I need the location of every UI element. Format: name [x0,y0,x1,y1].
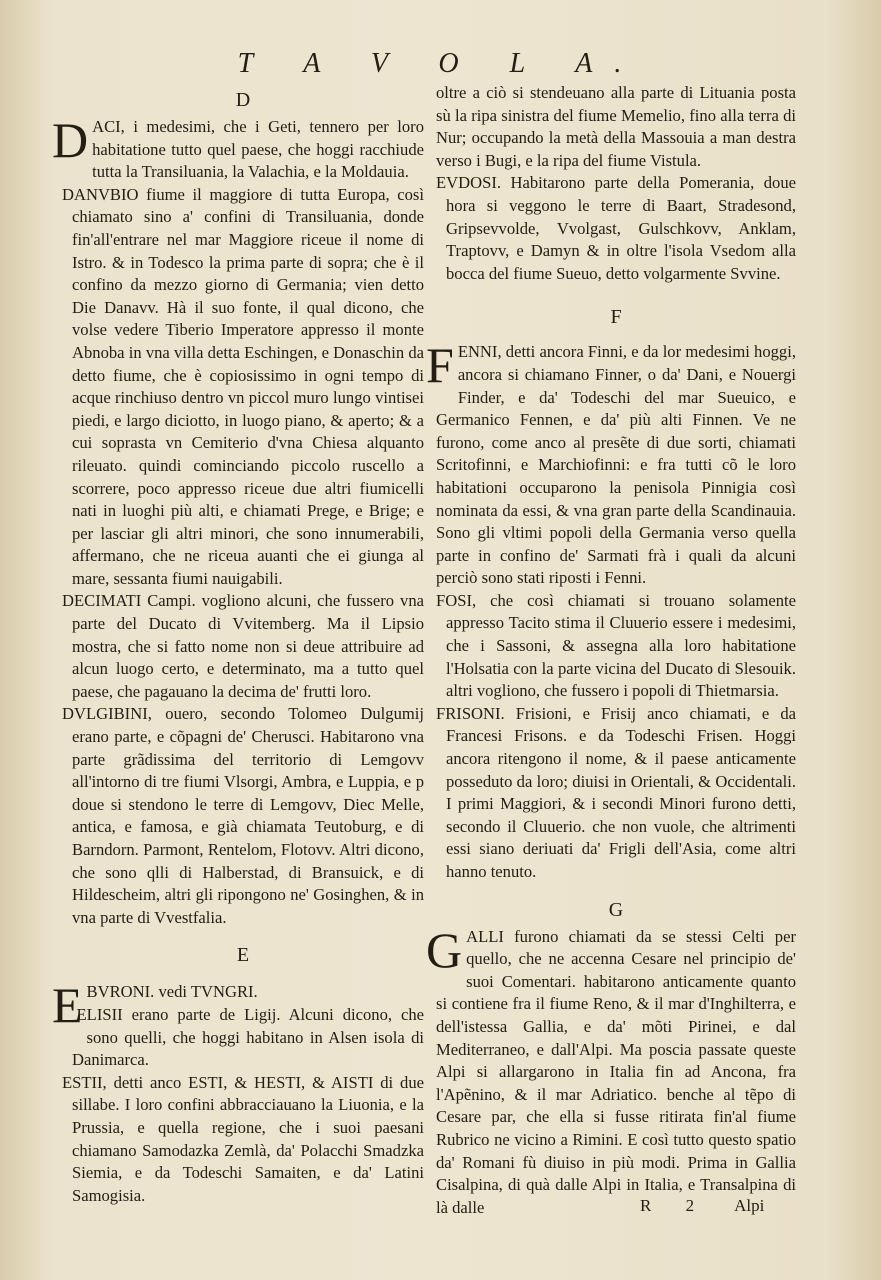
entry-elisii: ELISII erano parte de Ligij. Alcuni dicono, che sono quelli, che hoggi habitano in Alsen isola di Danimarca. [72,1004,424,1070]
entry-galli [426,921,796,1220]
section-letter-d: D [235,89,251,111]
entry-decimati: DECIMATI Campi. vogliono alcuni, che fussero vna parte del Ducato di Vvitemberg. Ma il Lipsio mostra, che si fatto nome non si deue attribuire ad alcun luogo certo, e determinato, ma a tutto quel paese, che pagauano la decima de' frutti loro. [62,591,424,701]
entry-ebvroni [52,977,424,1034]
entry-daci [52,112,424,184]
entry-estii-continued: oltre a ciò si stendeuano alla parte di Lituania posta sù la ripa sinistra del fiume Memelio, fino alla terra di Nur; occupando la metà della Massouia a man destra verso i Bugi, e la ripa del fiume Vistula. [436,83,796,170]
left-column [52,82,424,1207]
section-letter-f: F [610,306,622,329]
entry-evdosi: EVDOSI. Habitarono parte della Pomerania, doue hora si veggono le terre di Baart, Stradesond, Gripsevvolde, Vvolgast, Gulschkovv, Anklam, Traptovv, e Damyn & in oltre l'isola Vsedom alla bocca del fiume Sueuo, detto volgarmente Svvine. [436,173,796,283]
drop-cap-g: G [426,921,463,978]
signature-mark: R 2 [640,1196,695,1215]
page-footer [640,1196,764,1216]
drop-cap-d: D [52,112,89,168]
drop-cap-e: E [52,977,83,1034]
entry-galli-text: ALLI furono chiamati da se stessi Celti per quello, che ne accenna Cesare nel principio de' suoi Comentari. habitarono anticamente quanto si contiene fra il fiume Reno, & il mar d'Inghilterra, e dell'istessa Gallia, e da' mõti Pirinei, e dal Mediterraneo, e dall'Alpi. Ma poscia passate queste Alpi si allargarono in Italia fin ad Ancona, fra l'Apẽnino, & il mar Adriatico. benche al tẽpo di Cesare par, che ella si fusse ritirata fin'al fiume Rubrico ne vicino a Rimini. E così tutto questo spatio da' Romani fù diuiso in più modi. Prima in Gallia Cisalpina, di quà dalle Alpi in Italia, e Transalpina di là dalle [436,926,796,1217]
section-letter-e: E [236,944,250,967]
entry-fenni-text: ENNI, detti ancora Finni, e da lor medesimi hoggi, ancora si chiamano Finner, o da' Dani, e Nouergi Finder, e da' Todeschi del mar Sueuico, e Germanico Fennen, e da' più alti Finnen. Ve ne furono, come anco al presẽte di due sorti, chiamati Scritofinni, e Marchiofinni: e fra tutti cõ le loro habitationi occuparono la penisola Pinnigia così nominata da essi, & vna gran parte della Scandinauia. Sono gli vltimi popoli della Germania verso quella parte in confino de' Sarmati frà i quali da alcuni perciò sono stati riposti i Fenni. [436,342,796,588]
page-title: T A V O L A. [237,48,644,79]
entry-danubio: DANVBIO fiume il maggiore di tutta Europa, così chiamato sino a' confini di Transiluania, donde fin'all'entrare nel mar Maggiore riceue il nome di Istro. & in Todesco la prima parte di sopra; che è il confino da mezzo giorno di Germania; vien detto Die Danavv. Hà il suo fonte, il qual dicono, che volse vedere Tiberio Imperatore appresso il monte Abnoba in vna villa detta Eschingen, e Donaschin da detto fiume, che è copiosissimo in ogni tempo di acque rinchiuso dentro vn piccol muro lungo vintisei piedi, e largo diciotto, in luogo piano, & aperto; & a cui soprasta vn Cemiterio d'vna Chiesa alquanto rileuato. quindi cominciando piccolo ruscello a scorrere, poco appresso riceue due altri fiumicelli nati in luoghi più alti, e chiamati Prege, e Brige; e per lasciar gli altri minori, che sono innumerabili, affermano, che ne riceua auanti che ei giunga al mare, sessanta fiumi nauigabili. [62,184,424,588]
entry-fenni [426,337,796,590]
catchword: Alpi [734,1196,765,1215]
entry-dulgibini: DVLGIBINI, ouero, secondo Tolomeo Dulgumij erano parte, e cõpagni de' Cherusci. Habitarono vna parte grãdissima del territorio di Lemgovv all'intorno di tre fiumi Vlsorgi, Ambra, e Luppia, e p doue si stendono le terre di Lemgovv, Diec Melle, antica, e famosa, e già chiamata Teutoburg, e di Barndorn. Parmont, Rentelom, Flotovv. Altri dicono, che sono qlli di Halberstad, di Bransuick, e di Hildescheim, altri gli ripongono ne' Gosinghen, & in vna parte di Vvestfalia. [62,704,424,927]
section-letter-g: G [608,898,624,921]
entry-fosi: FOSI, che così chiamati si trouano solamente appresso Tacito stima il Cluuerio essere i medesimi, che i Sassoni, & assegna alla loro habitatione l'Holsatia con la parte vicina del Ducato di Slesouik. altri vogliono, che fussero i popoli di Thietmarsia. [436,590,796,701]
right-column [426,82,796,1219]
entry-ebvroni-text: BVRONI. vedi TVNGRI. [86,982,258,1002]
drop-cap-f: F [426,337,454,394]
entry-estii: ESTII, detti anco ESTI, & HESTI, & AISTI di due sillabe. I loro confini abbracciauano la Liuonia, e la Prussia, e quella regione, che i suoi paesani chiamano Samodazka Zemlà, da' Polacchi Smadzka Siemia, e da Todeschi Samaiten, e da' Latini Samogisia. [62,1072,424,1205]
entry-daci-text: ACI, i medesimi, che i Geti, tennero per loro habitatione tutto quel paese, che hoggi racchiude tutta la Transiluania, la Valachia, e la Moldauia. [92,117,424,182]
entry-frisoni: FRISONI. Frisioni, e Frisij anco chiamati, e da Francesi Frisons. e da Todeschi Frisen. Hoggi ancora ritengono il nome, & il paese anticamente posseduto da loro; diuisi in Orientali, & Occidentali. I primi Maggiori, & i secondi Minori furono detti, secondo il Cluuerio. che non vuole, che altrimenti essi siano deriuati da' Frigli dell'Asia, come altri hanno tenuto. [436,703,796,881]
